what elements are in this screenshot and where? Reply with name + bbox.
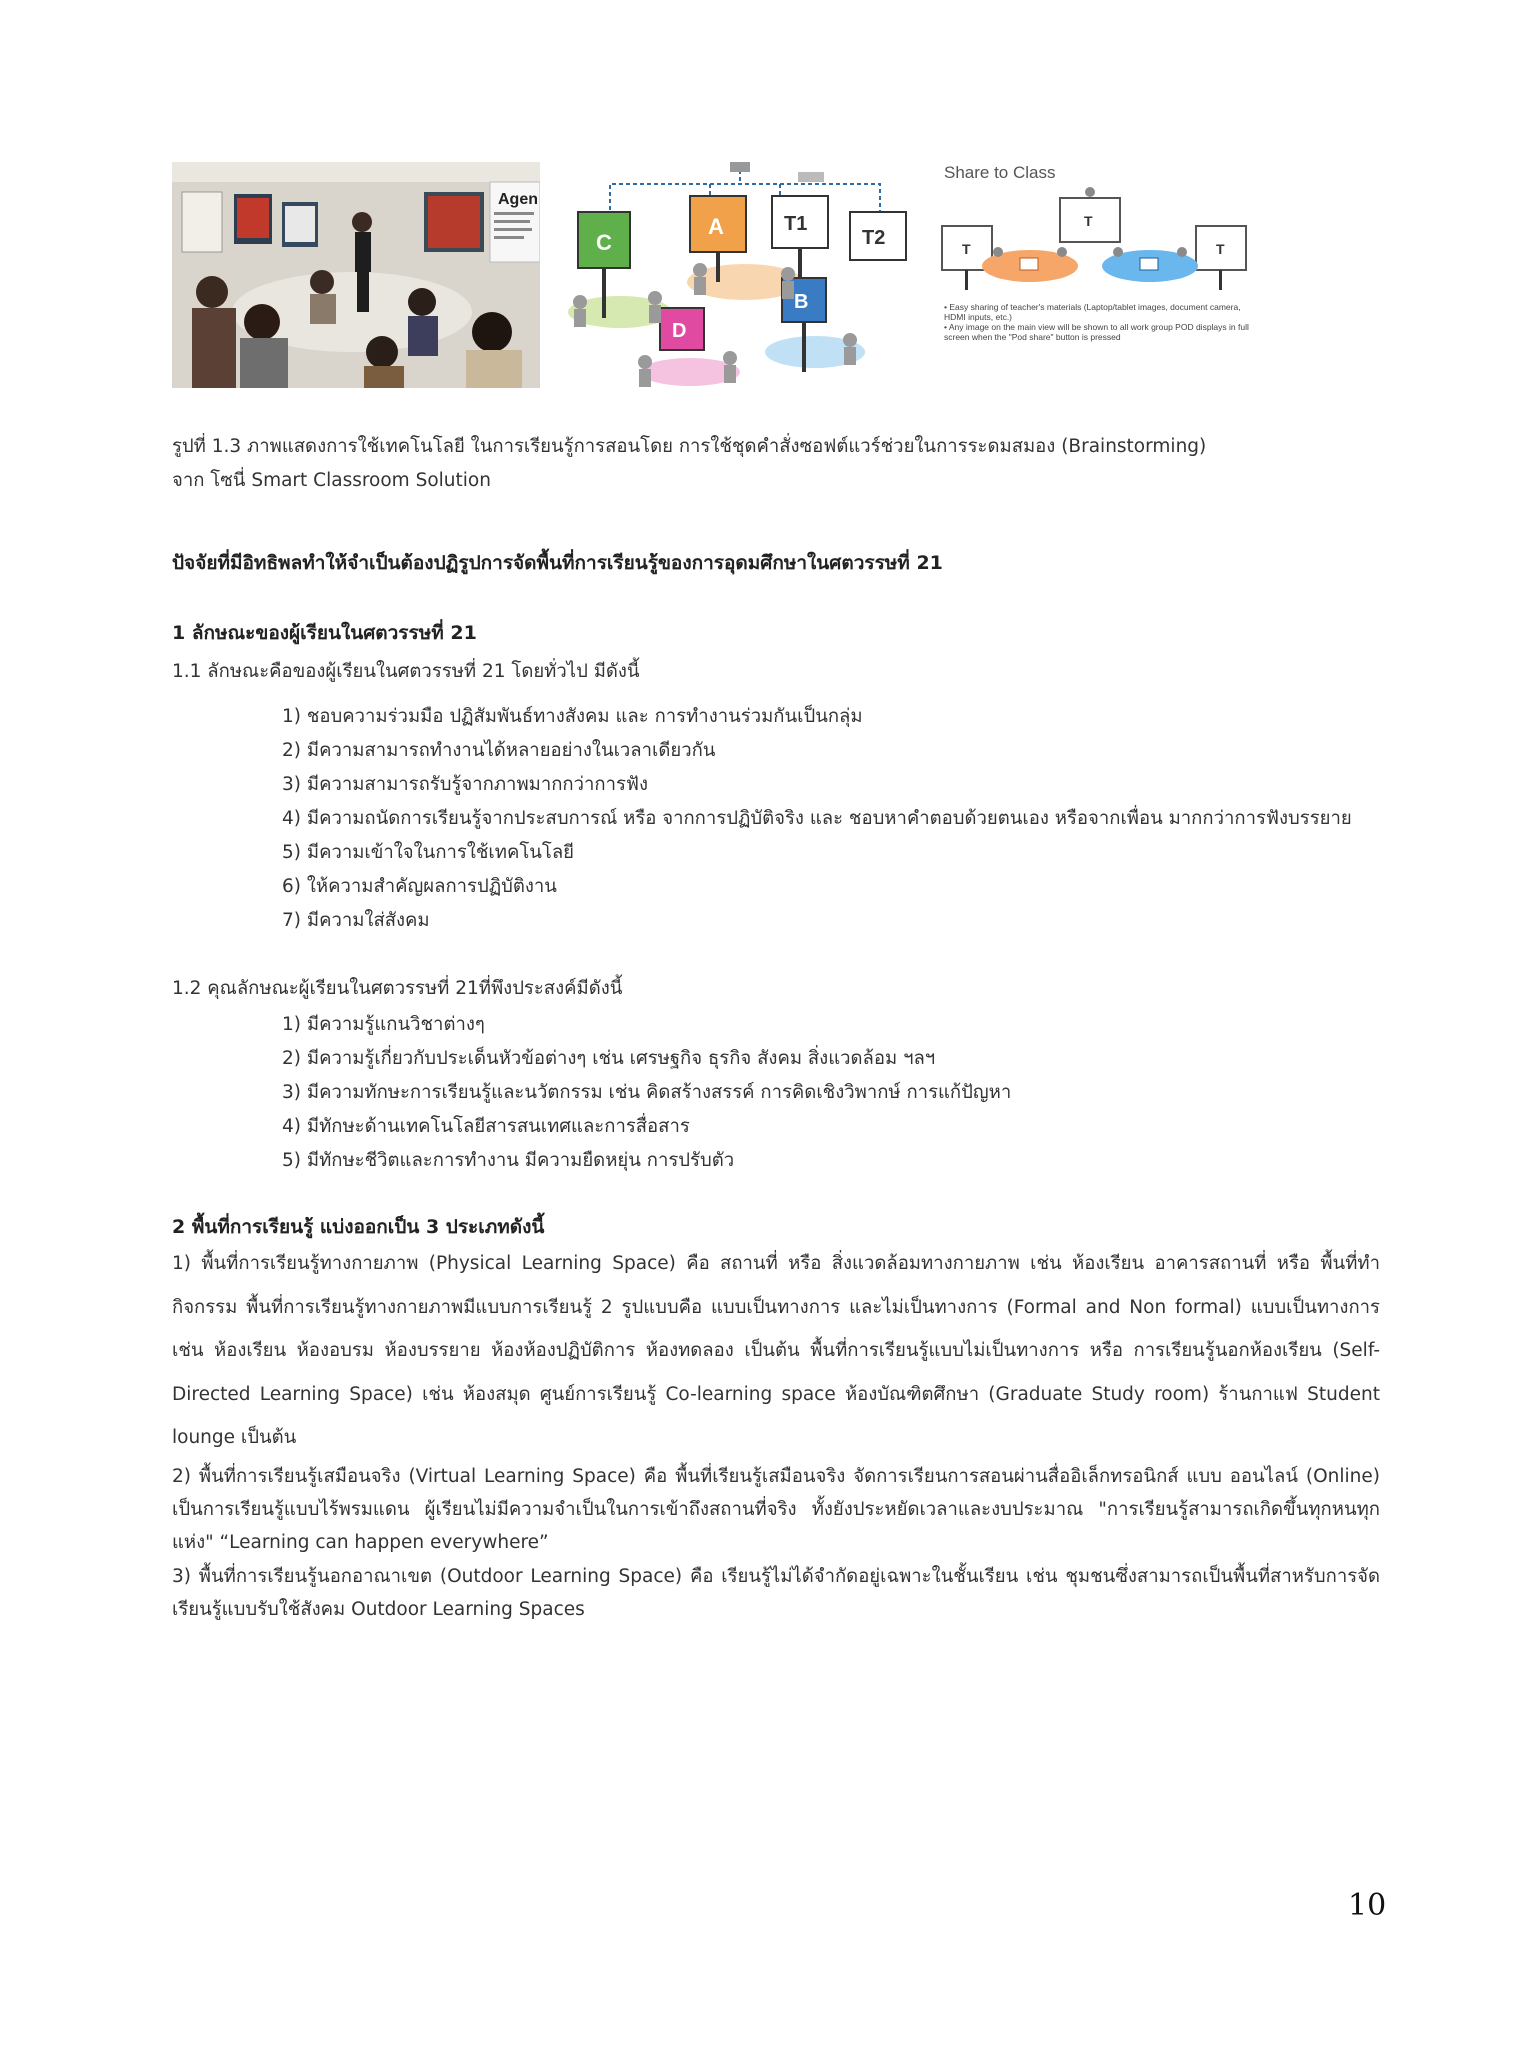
section-2-title: 2 พื้นที่การเรียนรู้ แบ่งออกเป็น 3 ประเภทดังนี้ [172,1216,545,1238]
screen-label-c: C [596,230,612,255]
share-screen-t-left: T [962,241,971,257]
list-item: 4) มีความถนัดการเรียนรู้จากประสบการณ์ หรือ จากการปฏิบัติจริง และ ชอบหาคำตอบด้วยตนเอง หรือจากเพื่อน มากกว่าการฟังบรรยาย [282,808,1352,829]
list-item: 4) มีทักษะด้านเทคโนโลยีสารสนเทศและการสื่อสาร [282,1116,690,1137]
caption-line-2: จาก โซนี่ Smart Classroom Solution [172,470,491,491]
list-item: 6) ให้ความสำคัญผลการปฏิบัติงาน [282,876,557,897]
pod-diagram-art [550,162,920,390]
list-item: 7) มีความใส่สังคม [282,910,430,931]
share-screen-t-right: T [1216,241,1225,257]
list-item: 2) มีความรู้เกี่ยวกับประเด็นหัวข้อต่างๆ เช่น เศรษฐกิจ ธุรกิจ สังคม สิ่งแวดล้อม ฯลฯ [282,1048,936,1069]
share-to-class-title: Share to Class [944,163,1056,182]
section-1-title: 1 ลักษณะของผู้เรียนในศตวรรษที่ 21 [172,622,477,644]
list-item: 2) มีความสามารถทำงานได้หลายอย่างในเวลาเดียวกัน [282,740,716,761]
photo-board-text: Agen [498,191,538,208]
teacher-screen-t2 [850,212,906,260]
screen-label-t2: T2 [862,227,886,249]
classroom-photo-art [172,162,540,388]
share-bullet-2: • Any image on the main view will be shown to all work group POD displays in full screen when the "Pod share" button is pressed [944,322,1249,342]
caption-line-1: รูปที่ 1.3 ภาพแสดงการใช้เทคโนโลยี ในการเรียนรู้การสอนโดย การใช้ชุดคำสั่งซอฟต์แวร์ช่วยในการระดมสมอง (Brainstorming) [172,436,1207,457]
list-item: 3) มีความทักษะการเรียนรู้และนวัตกรรม เช่น คิดสร้างสรรค์ การคิดเชิงวิพากษ์ การแก้ปัญหา [282,1082,1012,1103]
section-2-paragraph-3: 3) พื้นที่การเรียนรู้นอกอาณาเขต (Outdoor Learning Space) คือ เรียนรู้ไม่ได้จำกัดอยู่เฉพาะในชั้นเรียน เช่น ชุมชนซึ่งสามารถเป็นพื้นที่สาหรับการจัดเรียนรู้แบบรับใช้สังคม Outdoor Learning Spaces [172,1566,1380,1620]
list-item: 3) มีความสามารถรับรู้จากภาพมากกว่าการฟัง [282,774,649,795]
classroom-photo [172,162,540,388]
screen-label-d: D [672,320,687,342]
list-item: 5) มีความเข้าใจในการใช้เทคโนโลยี [282,842,575,863]
pod-diagram [550,162,920,390]
share-to-class-art [940,162,1252,390]
list-item: 5) มีทักษะชีวิตและการทำงาน มีความยืดหยุ่น การปรับตัว [282,1150,735,1171]
section-1-1-title: 1.1 ลักษณะคือของผู้เรียนในศตวรรษที่ 21 โดยทั่วไป มีดังนี้ [172,661,640,682]
pod-screen-d [660,308,704,350]
list-item: 1) มีความรู้แกนวิชาต่างๆ [282,1014,485,1035]
share-bullet-1: • Easy sharing of teacher's materials (Laptop/tablet images, document camera, HDMI inputs, etc.) [944,302,1241,322]
section-2-paragraph-1: 1) พื้นที่การเรียนรู้ทางกายภาพ (Physical Learning Space) คือ สถานที่ หรือ สิ่งแวดล้อมทางกายภาพ เช่น ห้องเรียน อาคารสถานที่ หรือ พื้นที่ทำกิจกรรม พื้นที่การเรียนรู้ทางกายภาพมีแบบการเรียนรู้ 2 รูปแบบคือ แบบเป็นทางการ และไม่เป็นทางการ (Formal and Non formal) แบบเป็นทางการ เช่น ห้องเรียน ห้องอบรม ห้องบรรยาย ห้องห้องปฏิบัติการ ห้องทดลอง เป็นต้น พื้นที่การเรียนรู้แบบไม่เป็นทางการ หรือ การเรียนรู้นอกห้องเรียน (Self-Directed Learning Space) เช่น ห้องสมุด ศูนย์การเรียนรู้ Co-learning space ห้องบัณฑิตศึกษา (Graduate Study room) ร้านกาแฟ Student lounge เป็นต้น [172,1253,1380,1448]
share-to-class-diagram [940,162,1252,390]
section-1-2-title: 1.2 คุณลักษณะผู้เรียนในศตวรรษที่ 21ที่พึงประสงค์มีดังนี้ [172,978,623,999]
screen-label-b: B [794,291,809,313]
screen-label-t1: T1 [784,213,808,235]
page-number: 10 [1348,1888,1387,1923]
section-2-paragraph-2: 2) พื้นที่การเรียนรู้เสมือนจริง (Virtual Learning Space) คือ พื้นที่เรียนรู้เสมือนจริง จัดการเรียนการสอนผ่านสื่ออิเล็กทรอนิกส์ แบบ ออนไลน์ (Online) เป็นการเรียนรู้แบบไร้พรมแดน ผู้เรียนไม่มีความจำเป็นในการเข้าถึงสถานที่จริง ทั้งยังประหยัดเวลาและงบประมาณ "การเรียนรู้สามารถเกิดขึ้นทุกหนทุกแห่ง" “Learning can happen everywhere” [172,1466,1380,1553]
list-item: 1) ชอบความร่วมมือ ปฏิสัมพันธ์ทางสังคม และ การทำงานร่วมกันเป็นกลุ่ม [282,706,863,727]
figure-1-3 [172,162,1252,390]
figure-caption [172,430,1382,498]
screen-label-a: A [708,214,724,239]
main-heading: ปัจจัยที่มีอิทธิพลทำให้จำเป็นต้องปฏิรูปการจัดพื้นที่การเรียนรู้ของการอุดมศึกษาในศตวรรษที่ 21 [172,552,943,574]
share-screen-t-center: T [1084,213,1093,229]
